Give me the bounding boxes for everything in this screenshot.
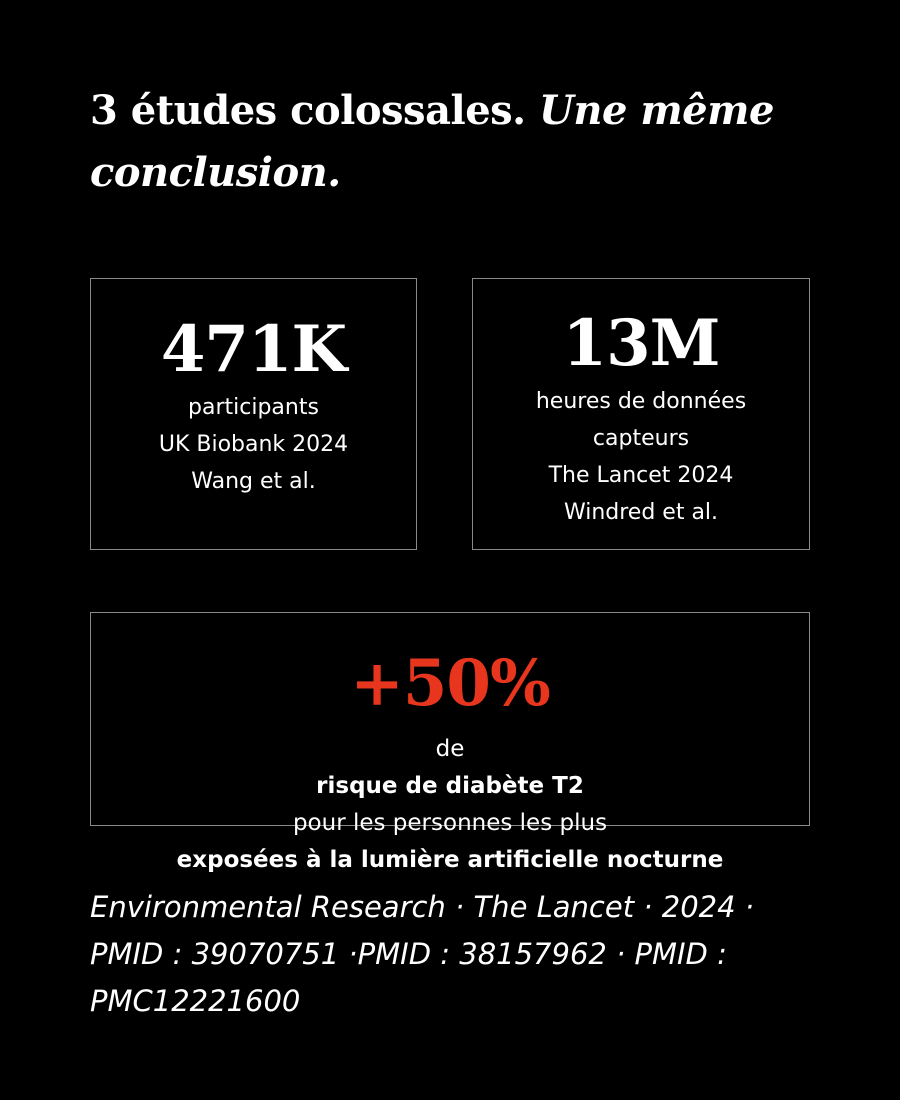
stat-line: UK Biobank 2024 [158, 432, 349, 457]
highlight-card-diabetes-risk [90, 612, 810, 873]
stat-card-participants [90, 278, 417, 550]
stat-line: capteurs [592, 426, 690, 451]
highlight-line-1 [91, 731, 809, 842]
headline-part-1: 3 études colossales. [90, 87, 540, 134]
stat-card-sensor-hours [472, 278, 810, 550]
stat-value: 471K [160, 312, 347, 387]
headline [90, 80, 830, 204]
stat-line: Windred et al. [563, 500, 719, 525]
highlight-bold-text: exposées à la lumière artificielle nocturne [176, 847, 724, 873]
highlight-line-2 [91, 842, 809, 879]
stat-line: Wang et al. [191, 469, 316, 494]
highlight-text: pour les personnes les plus [292, 810, 608, 836]
headline-part-2-italic: Une même conclusion. [90, 87, 774, 196]
stat-line: participants [188, 395, 319, 420]
stat-value: 13M [562, 306, 720, 381]
highlight-description [91, 731, 809, 879]
highlight-bold-text: risque de diabète T2 [316, 773, 584, 799]
stat-description [473, 383, 809, 531]
stat-description [91, 389, 416, 500]
highlight-text: de [435, 736, 465, 762]
highlight-value: +50% [350, 646, 550, 721]
stat-line: heures de données [535, 389, 747, 414]
stat-line: The Lancet 2024 [548, 463, 734, 488]
source-citation: Environmental Research · The Lancet · 2024 · PMID : 39070751 ·PMID : 38157962 · PMID : PMC12221600 [90, 890, 754, 1018]
